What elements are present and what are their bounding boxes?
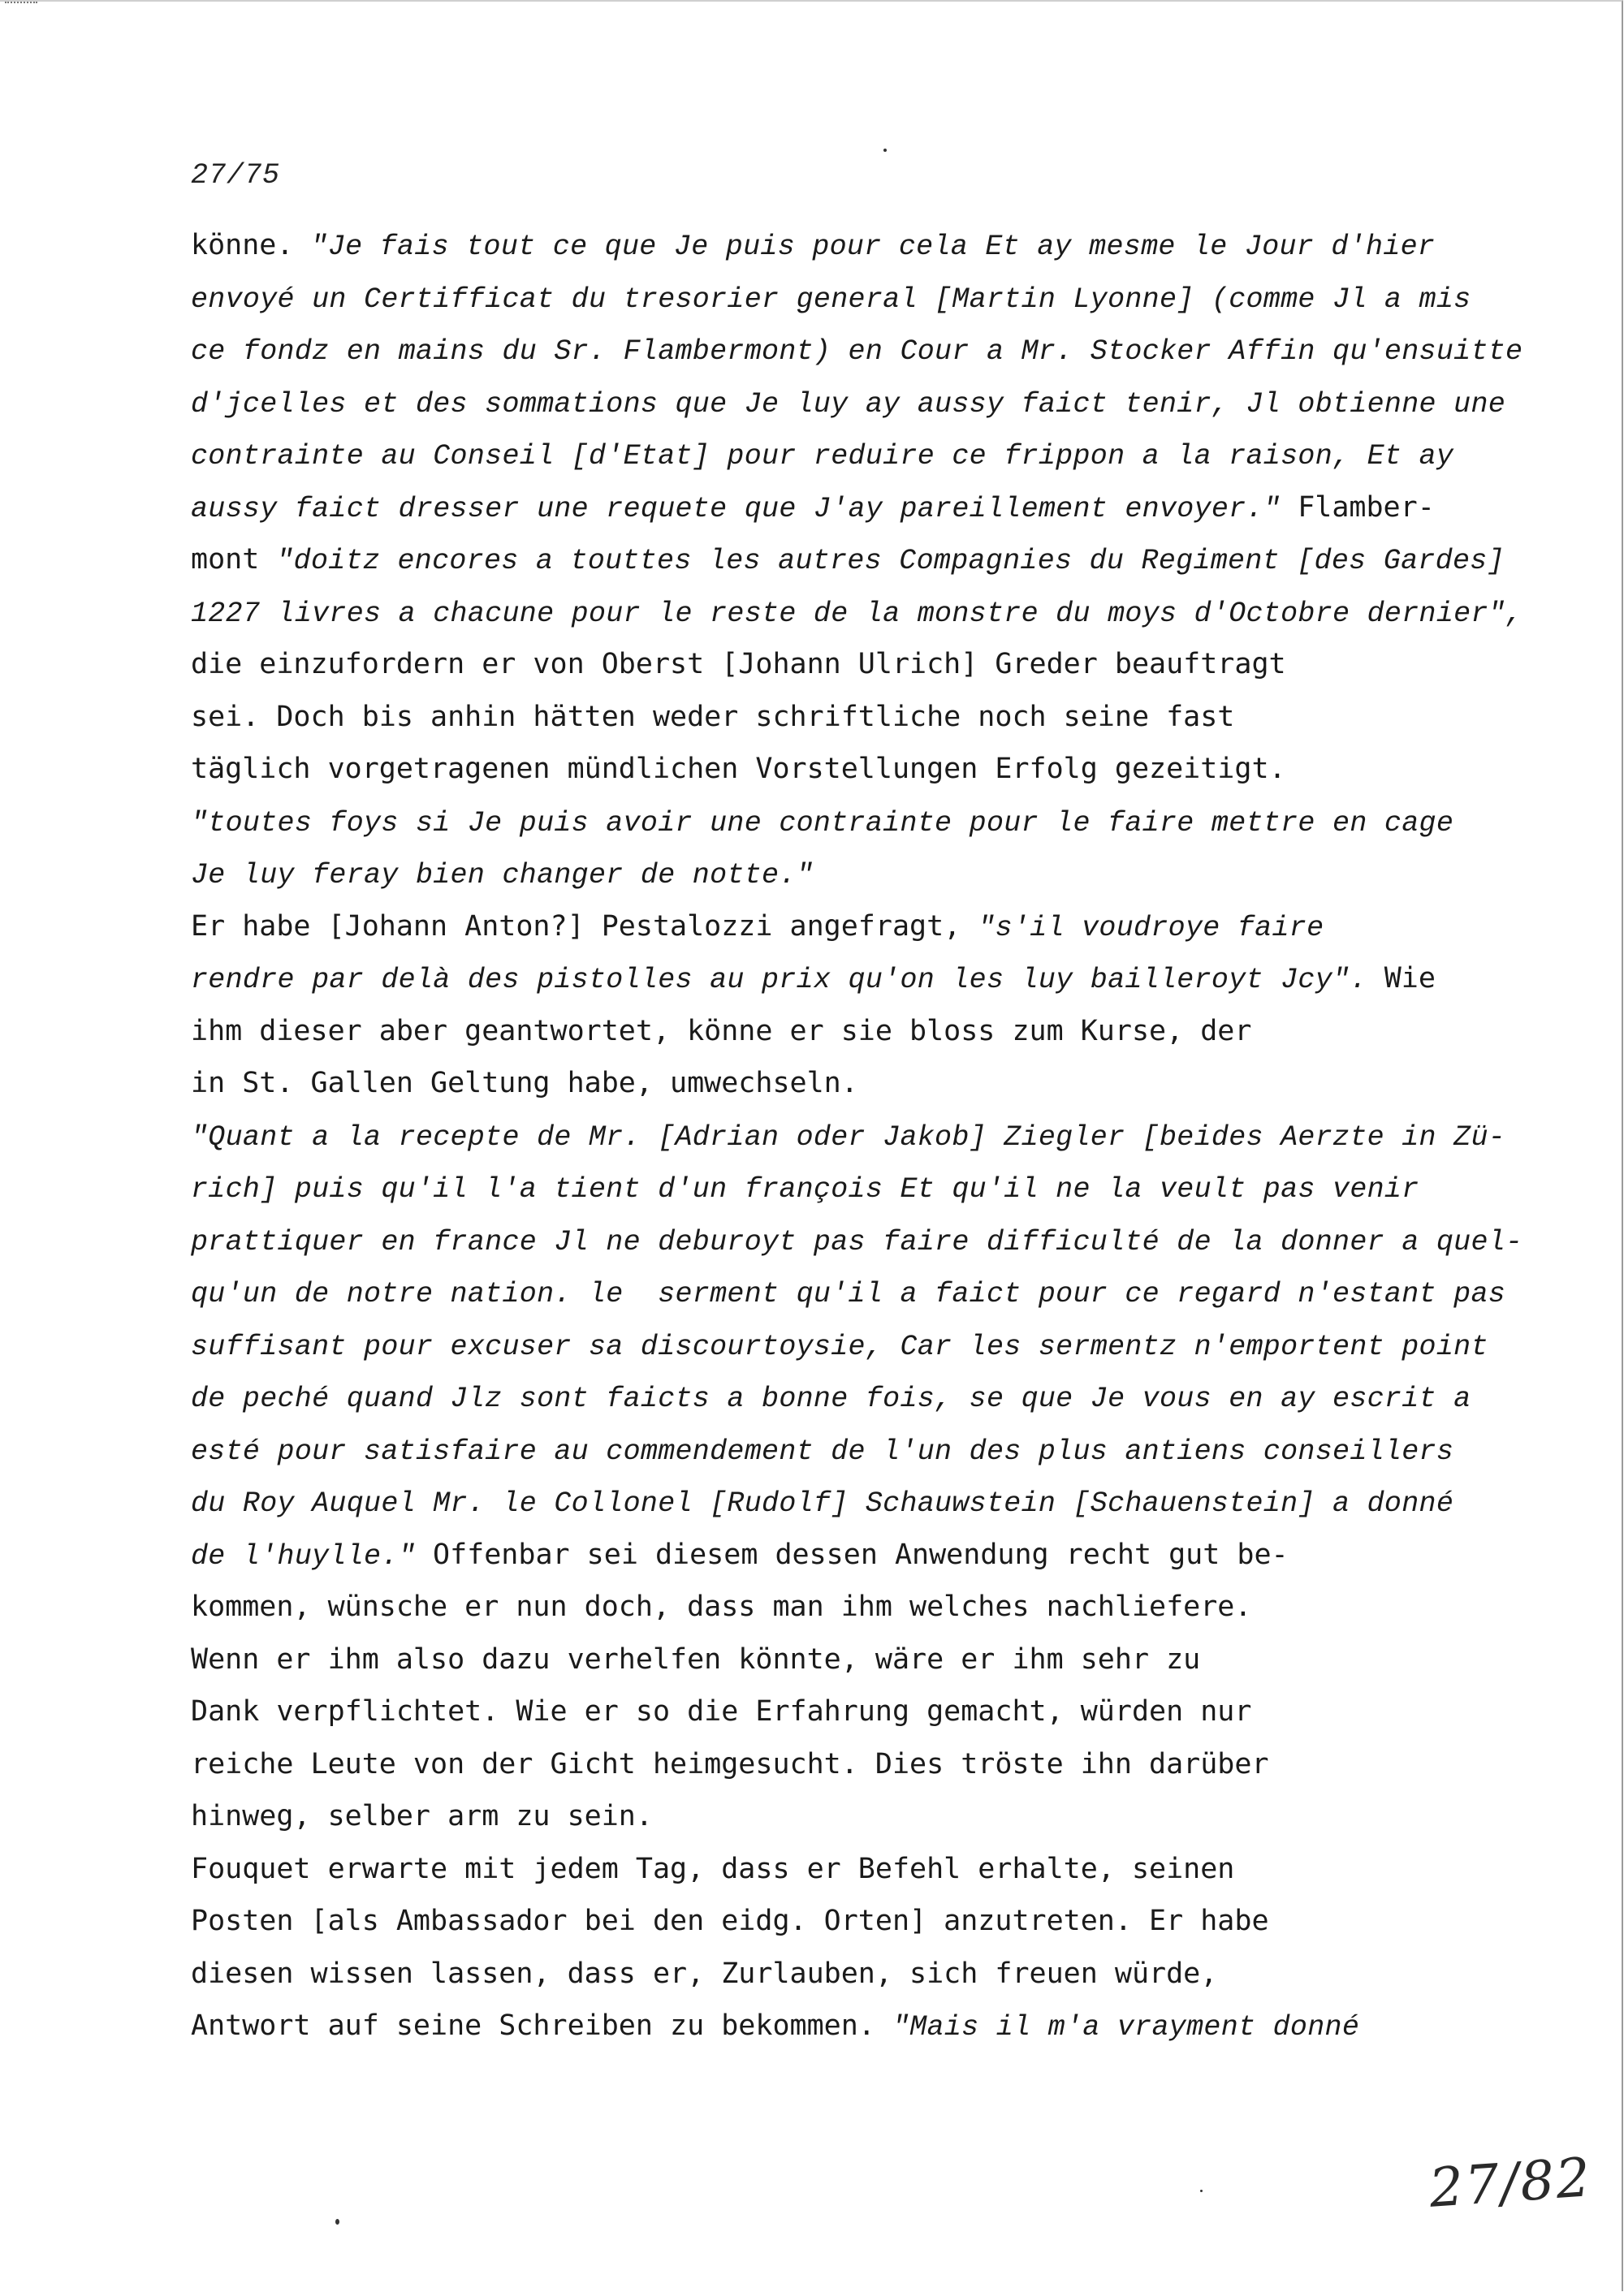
text-line [191, 429, 1490, 481]
quoted-french-text: "doitz encores a touttes les autres Compagnies du Regiment [des Gardes] [276, 545, 1505, 577]
text-line [191, 743, 1490, 796]
text-line [191, 1110, 1506, 1163]
text-line [191, 1215, 1523, 1267]
document-body [191, 219, 1523, 2052]
german-text: Er habe [Johann Anton?] Pestalozzi angefragt, [191, 909, 978, 943]
scan-speck [883, 149, 887, 152]
text-line [191, 1634, 1490, 1686]
text-line [191, 533, 1505, 586]
quoted-french-text: 1227 livres a chacune pour le reste de la monstre du moys d'Octobre dernier", [191, 597, 1523, 630]
text-line [191, 691, 1490, 744]
german-text: hinweg, selber arm zu sein. [191, 1800, 653, 1832]
quoted-french-text: du Roy Auquel Mr. le Collonel [Rudolf] Schauwstein [Schauenstein] a donné [191, 1487, 1454, 1520]
quoted-french-text: rendre par delà des pistolles au prix qu'on les luy bailleroyt Jcy". [191, 964, 1367, 996]
text-line [191, 1424, 1490, 1477]
scan-speck [1200, 2190, 1203, 2192]
text-line [191, 1686, 1490, 1738]
german-text: Flamber- [1281, 490, 1435, 524]
text-line [191, 638, 1490, 691]
german-text: Dank verpflichtet. Wie er so die Erfahrung gemacht, würden nur [191, 1695, 1252, 1728]
text-line [191, 1057, 1490, 1110]
text-line [191, 1005, 1490, 1058]
german-text: diesen wissen lassen, dass er, Zurlauben, sich freuen würde, [191, 1957, 1218, 1990]
quoted-french-text: "Mais il m'a vrayment donné [892, 2011, 1360, 2044]
quoted-french-text: d'jcelles et des sommations que Je luy ay aussy faict tenir, Jl obtienne une [191, 387, 1506, 421]
quoted-french-text: prattiquer en france Jl ne deburoyt pas faire difficulté de la donner a quel- [191, 1225, 1523, 1258]
text-line [191, 586, 1523, 639]
text-line [191, 377, 1506, 429]
text-line [191, 848, 1490, 900]
quoted-french-text: contrainte au Conseil [d'Etat] pour reduire ce frippon a la raison, Et ay [191, 440, 1454, 473]
scan-speck [335, 2219, 339, 2225]
text-line [191, 1738, 1490, 1791]
quoted-french-text: ce fondz en mains du Sr. Flambermont) en Cour a Mr. Stocker Affin qu'ensuitte [191, 335, 1523, 368]
scan-corner-mark [5, 2, 37, 11]
german-text: reiche Leute von der Gicht heimgesucht. Dies tröste ihn darüber [191, 1747, 1269, 1781]
text-line [191, 1371, 1490, 1424]
german-text: Posten [als Ambassador bei den eidg. Orten] anzutreten. Er habe [191, 1905, 1269, 1937]
text-line [191, 481, 1490, 534]
quoted-french-text: "toutes foys si Je puis avoir une contrainte pour le faire mettre en cage [191, 806, 1454, 840]
german-text: kommen, wünsche er nun doch, dass man ihm welches nachliefere. [191, 1591, 1252, 1623]
text-line [191, 1529, 1490, 1582]
page-reference-number: 27/75 [191, 159, 281, 192]
german-text: Wenn er ihm also dazu verhelfen könnte, wäre er ihm sehr zu [191, 1642, 1201, 1676]
text-line [191, 1162, 1490, 1215]
german-text: ihm dieser aber geantwortet, könne er sie bloss zum Kurse, der [191, 1014, 1252, 1047]
quoted-french-text: de peché quand Jlz sont faicts a bonne fois, se que Je vous en ay escrit a [191, 1383, 1471, 1415]
quoted-french-text: rich] puis qu'il l'a tient d'un françois Et qu'il ne la veult pas venir [191, 1173, 1419, 1206]
german-text: Offenbar sei diesem dessen Anwendung recht gut be- [415, 1538, 1289, 1571]
text-line [191, 1581, 1490, 1634]
text-line [191, 1790, 1490, 1843]
german-text: sei. Doch bis anhin hätten weder schriftliche noch seine fast [191, 700, 1235, 733]
text-line [191, 1895, 1490, 1948]
text-line [191, 1319, 1490, 1372]
archive-page-number: 27/82 [1427, 2146, 1594, 2220]
german-text: mont [191, 543, 277, 576]
german-text: Fouquet erwarte mit jedem Tag, dass er Befehl erhalte, seinen [191, 1852, 1235, 1885]
german-text: Wie [1367, 962, 1436, 995]
quoted-french-text: aussy faict dresser une requete que J'ay pareillement envoyer." [191, 492, 1281, 525]
quoted-french-text: esté pour satisfaire au commendement de l'un des plus antiens conseillers [191, 1435, 1454, 1468]
quoted-french-text: de l'huylle." [191, 1539, 416, 1573]
german-text: könne. [191, 229, 311, 261]
german-text: täglich vorgetragenen mündlichen Vorstellungen Erfolg gezeitigt. [191, 753, 1286, 785]
text-line [191, 324, 1523, 377]
quoted-french-text: "s'il voudroye faire [978, 911, 1324, 944]
text-line [191, 272, 1490, 325]
quoted-french-text: Je luy feray bien changer de notte." [191, 859, 814, 891]
quoted-french-text: qu'un de notre nation. le serment qu'il a faict pour ce regard n'estant pas [191, 1278, 1506, 1310]
quoted-french-text: "Je fais tout ce que Je puis pour cela Et ay mesme le Jour d'hier [310, 231, 1436, 263]
quoted-french-text: "Quant a la recepte de Mr. [Adrian oder Jakob] Ziegler [beides Aerzte in Zü- [191, 1120, 1506, 1154]
text-line [191, 1843, 1490, 1896]
text-line [191, 1267, 1506, 1319]
text-line [191, 952, 1490, 1005]
text-line [191, 900, 1490, 953]
quoted-french-text: envoyé un Certifficat du tresorier general [Martin Lyonne] (comme Jl a mis [191, 283, 1471, 316]
text-line [191, 796, 1490, 848]
german-text: Antwort auf seine Schreiben zu bekommen. [191, 2009, 892, 2042]
text-line [191, 1948, 1490, 2001]
german-text: in St. Gallen Geltung habe, umwechseln. [191, 1067, 858, 1099]
text-line [191, 219, 1490, 272]
text-line [191, 1476, 1490, 1529]
quoted-french-text: suffisant pour excuser sa discourtoysie, Car les sermentz n'emportent point [191, 1330, 1488, 1363]
german-text: die einzufordern er von Oberst [Johann Ulrich] Greder beauftragt [191, 648, 1286, 680]
text-line [191, 2000, 1490, 2052]
